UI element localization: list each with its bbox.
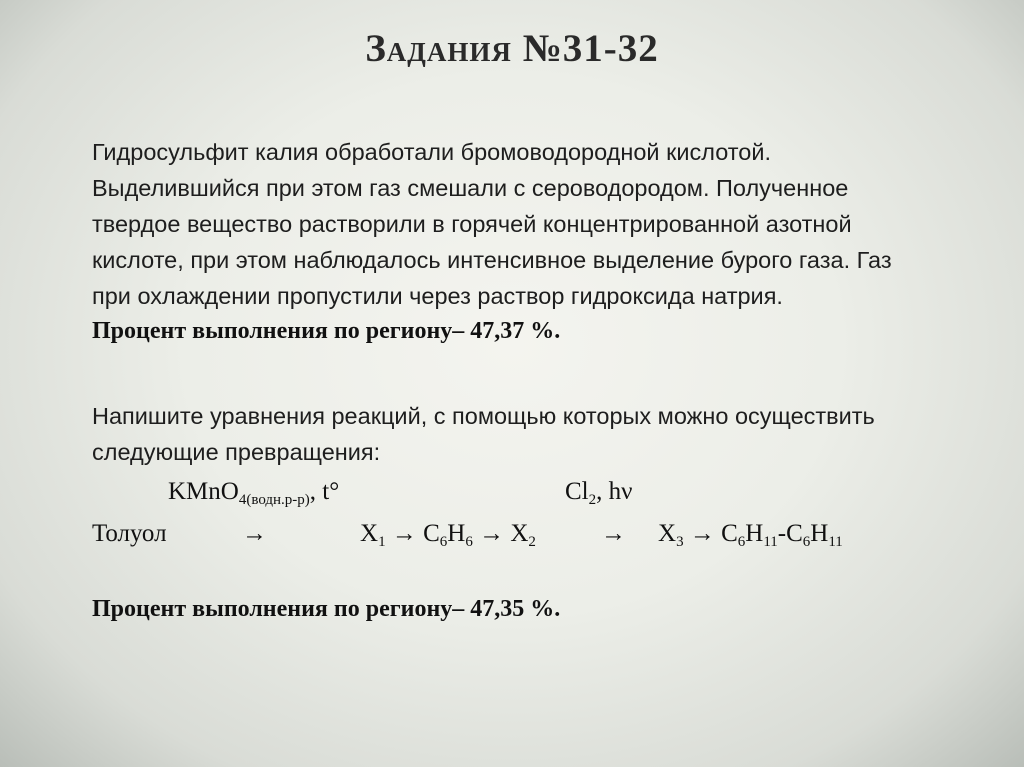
task-31-line: кислоте, при этом наблюдалось интенсивное выделение бурого газа. Газ (92, 247, 892, 273)
task-31-line: твердое вещество растворили в горячей концентрированной азотной (92, 211, 852, 237)
task-31-percent: Процент выполнения по региону– 47,37 %. (92, 318, 561, 344)
task-31-line: Выделившийся при этом газ смешали с сероводородом. Полученное (92, 175, 849, 201)
scheme-chain-x1-x2: $X_1 \to C_6H_6 \to X_2$ (360, 520, 536, 550)
task-31-line: Гидросульфит калия обработали бромоводородной кислотой. (92, 139, 771, 165)
reaction-condition-kmno4: KMnO$_{4(водн.р-р)}$, t° (168, 478, 340, 508)
task-31-line: при охлаждении пропустили через раствор гидроксида натрия. (92, 283, 783, 309)
task-32-text (92, 398, 997, 470)
task-32-line: Напишите уравнения реакций, с помощью которых можно осуществить (92, 403, 875, 429)
task-31-text (92, 134, 997, 314)
scheme-start-toluene: Толуол (92, 520, 167, 547)
task-32-line: следующие превращения: (92, 439, 381, 465)
reaction-condition-cl2: $Cl_2$, hν (565, 478, 633, 508)
slide-title: Задания №31-32 (365, 27, 659, 70)
arrow-icon: → (601, 520, 626, 547)
arrow-icon: → (242, 520, 267, 547)
scheme-chain-x3-product: $X_3 \to C_6H_{11}-C_6H_{11}$ (658, 520, 843, 550)
task-32-percent: Процент выполнения по региону– 47,35 %. (92, 596, 561, 622)
